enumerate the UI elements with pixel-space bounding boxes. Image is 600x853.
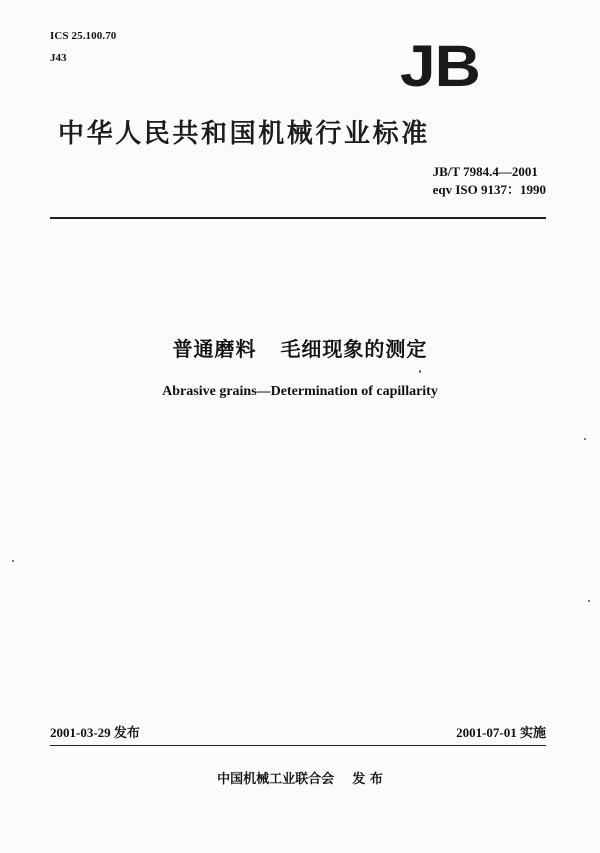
- ics-code: ICS 25.100.70: [50, 30, 117, 42]
- publisher-name: 中国机械工业联合会: [217, 772, 335, 787]
- equivalent-standard: eqv ISO 9137：1990: [432, 182, 546, 197]
- publisher-line: [0, 771, 600, 789]
- publisher-action: 发 布: [352, 772, 383, 787]
- implementation-date: 2001-07-01: [456, 725, 517, 740]
- document-title-en: Abrasive grains—Determination of capillarity: [162, 384, 438, 399]
- issue-date-line: [50, 724, 140, 742]
- industry-standard-title: 中华人民共和国机械行业标准: [58, 119, 430, 149]
- implementation-label: 实施: [519, 725, 546, 740]
- header-divider: [50, 217, 546, 219]
- classification-code: J43: [50, 52, 67, 64]
- issue-date: 2001-03-29: [50, 725, 111, 740]
- document-title-cn-part1: 普通磨料: [172, 337, 257, 361]
- standard-number: JB/T 7984.4—2001: [432, 164, 538, 179]
- standard-number-block: [433, 163, 546, 199]
- implementation-date-line: [456, 724, 546, 742]
- jb-logo-text: JB: [400, 32, 480, 99]
- scan-speck: [12, 560, 14, 562]
- footer-divider: [50, 745, 546, 746]
- scan-speck: [584, 438, 586, 440]
- document-title-cn: [0, 336, 600, 362]
- issue-label: 发布: [113, 725, 140, 740]
- scan-speck: [588, 600, 590, 602]
- jb-logo: [400, 32, 512, 99]
- document-title-cn-part2: 毛细现象的测定: [280, 337, 428, 361]
- scan-speck: [419, 370, 421, 373]
